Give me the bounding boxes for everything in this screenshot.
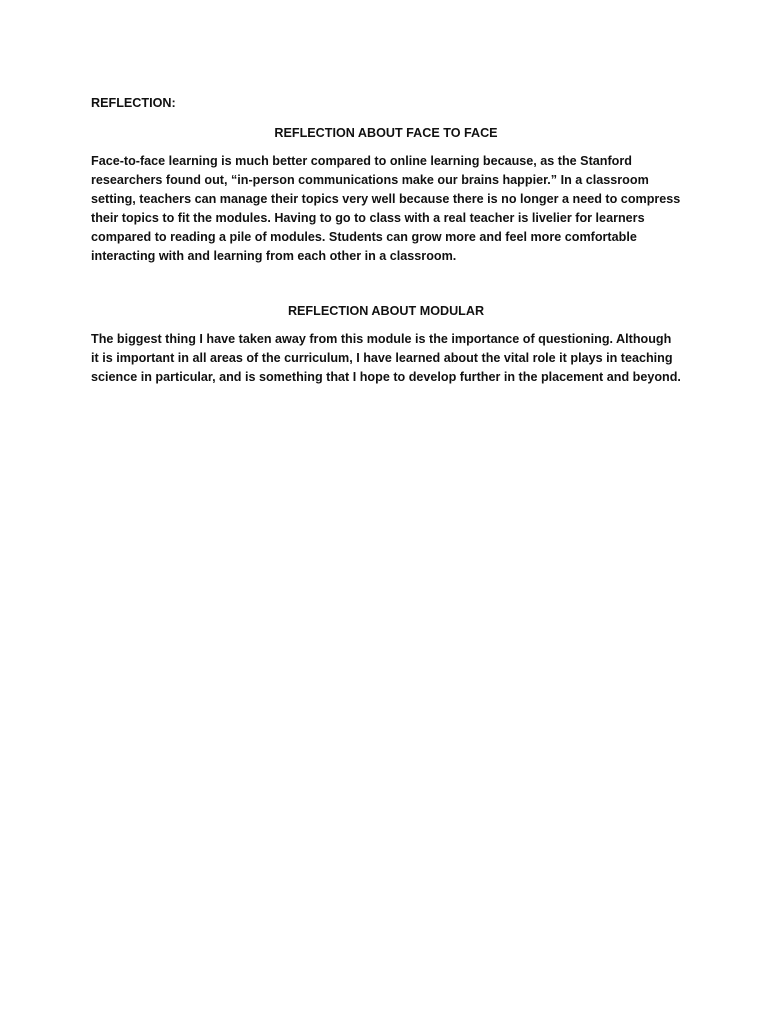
document-content <box>91 94 681 387</box>
section-spacer <box>91 266 681 302</box>
section-body-face-to-face: Face-to-face learning is much better compared to online learning because, as the Stanford researchers found out, “in-person communications make our brains happier.” In a classroom setting, teachers can manage their topics very well because there is no longer a need to compress their topics to fit the modules. Having to go to class with a real teacher is livelier for learners compared to reading a pile of modules. Students can grow more and feel more comfortable interacting with and learning from each other in a classroom. <box>91 154 681 263</box>
section-title-modular: REFLECTION ABOUT MODULAR <box>287 304 485 318</box>
document-heading: REFLECTION: <box>91 96 176 110</box>
section-title-face-to-face: REFLECTION ABOUT FACE TO FACE <box>274 126 498 140</box>
section-body-modular: The biggest thing I have taken away from this module is the importance of questioning. Although it is important in all areas of the curriculum, I have learned about the vital role it plays in teaching science in particular, and is something that I hope to develop further in the placement and beyond. <box>91 332 681 384</box>
